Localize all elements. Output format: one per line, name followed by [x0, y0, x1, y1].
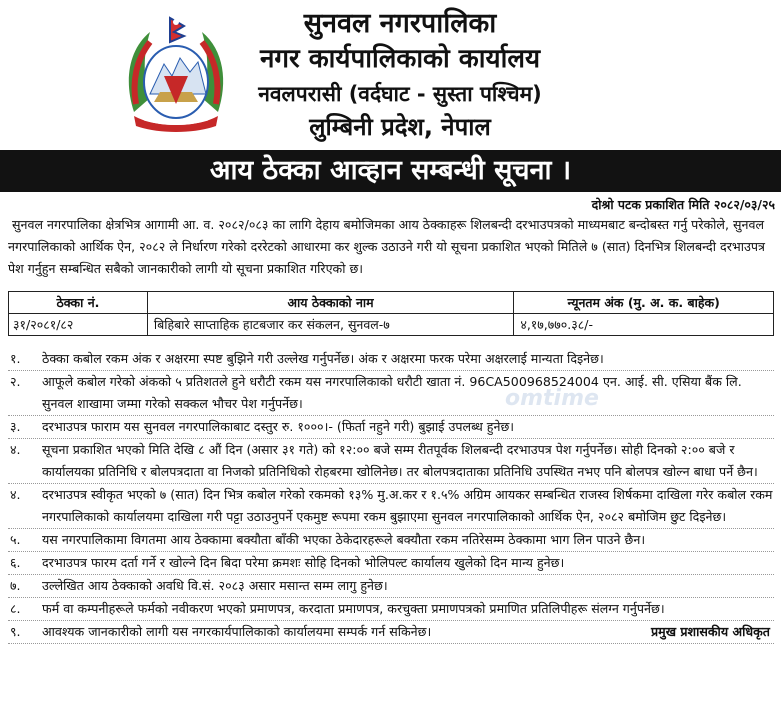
- watermark: omtime: [505, 386, 599, 411]
- signature-title: प्रमुख प्रशासकीय अधिकृत: [651, 624, 770, 639]
- municipality-name: सुनवल नगरपालिका: [303, 8, 497, 39]
- publish-date: दोश्रो पटक प्रकाशित मिति २०८२/०३/२५: [591, 197, 775, 212]
- item-text: फर्म वा कम्पनीहरूले फर्मको नवीकरण भएको प्रमाणपत्र, करदाता प्रमाणपत्र, करचुक्ता प्रमाणपत्रको प्रमाणित प्रतिलिपीहरू संलग्न गर्नुपर्नेछ।: [42, 601, 665, 616]
- item-number: ६.: [10, 555, 21, 570]
- letterhead: [0, 0, 781, 148]
- list-item: [8, 575, 774, 598]
- item-number: ४.: [10, 487, 21, 502]
- list-item: [8, 552, 774, 575]
- table-header-row: [9, 292, 774, 314]
- item-number: २.: [10, 374, 21, 389]
- list-item: [8, 529, 774, 552]
- list-item: [8, 348, 774, 371]
- item-number: ९.: [10, 624, 21, 639]
- table-row: [9, 314, 774, 336]
- item-number: ५.: [10, 532, 21, 547]
- letterhead-titles: [230, 6, 570, 139]
- tender-table: [8, 291, 774, 336]
- cell-tender-no: ३१/२०८१/८२: [9, 314, 148, 336]
- list-item: [8, 484, 774, 529]
- office-name: नगर कार्यपालिकाको कार्यालय: [259, 44, 541, 74]
- item-text: सूचना प्रकाशित भएको मिति देखि ८ औं दिन (असार ३१ गते) को १२:०० बजे सम्म रीतपूर्वक शिलबन्दी दरभाउपत्र पेश गर्नुपर्नेछ। सोही दिनको २:०० बजे र कार्यालयका प्रतिनिधि र बोलपत्रदाता वा निजको प्रतिनिधिको रोहबरमा खोलिनेछ। तर बोलपत्रदाताका प्रतिनिधि उपस्थित नभए पनि बोलपत्र खोल्न बाधा पर्ने छैन।: [42, 442, 758, 479]
- province-name: लुम्बिनी प्रदेश, नेपाल: [309, 113, 491, 141]
- item-text: दरभाउपत्र फारम दर्ता गर्ने र खोल्ने दिन बिदा परेमा क्रमशः सोहि दिनको भोलिपल्ट कार्यालय खुलेको दिन मान्य हुनेछ।: [42, 555, 565, 570]
- item-text: आफूले कबोल गरेको अंकको ५ प्रतिशतले हुने धरौटी रकम यस नगरपालिकाको धरौटी खाता नं. 96CA500968524004 एन. आई. सी. एसिया बैंक लि. सुनवल शाखामा जम्मा गरेको सक्कल भौचर पेश गर्नुपर्नेछ।: [42, 374, 742, 411]
- list-item: [8, 621, 774, 644]
- cell-minimum-amount: ४,१७,७७०.३८/-: [514, 314, 774, 336]
- list-item: [8, 439, 774, 484]
- item-number: ७.: [10, 578, 21, 593]
- notice-title: आय ठेक्का आव्हान सम्बन्धी सूचना ।: [0, 150, 781, 192]
- district-name: नवलपरासी (वर्दघाट - सुस्ता पश्चिम): [258, 82, 542, 106]
- item-text: यस नगरपालिकामा विगतमा आय ठेक्कामा बक्यौता बाँकी भएका ठेकेदारहरूले बक्यौता रकम नतिरेसम्म ठेक्कामा भाग लिन पाउने छैन।: [42, 532, 646, 547]
- cell-tender-name: बिहिबारे साप्ताहिक हाटबजार कर संकलन, सुनवल-७: [147, 314, 513, 336]
- item-text: आवश्यक जानकारीको लागी यस नगरकार्यपालिकाको कार्यालयमा सम्पर्क गर्न सकिनेछ।: [42, 624, 432, 639]
- item-number: ३.: [10, 419, 21, 434]
- item-number: ४.: [10, 442, 21, 457]
- header-minimum-amount: न्यूनतम अंक (मु. अ. क. बाहेक): [514, 292, 774, 314]
- list-item: [8, 598, 774, 621]
- list-item: [8, 371, 774, 416]
- item-text: दरभाउपत्र फाराम यस सुनवल नगरपालिकाबाट दस्तुर रु. १०००।- (फिर्ता नहुने गरी) बुझाई उपलब्ध हुनेछ।: [42, 419, 515, 434]
- item-text: उल्लेखित आय ठेक्काको अवधि वि.सं. २०८३ असार मसान्त सम्म लागु हुनेछ।: [42, 578, 388, 593]
- nepal-emblem-icon: [120, 12, 232, 134]
- item-text: ठेक्का कबोल रकम अंक र अक्षरमा स्पष्ट बुझिने गरी उल्लेख गर्नुपर्नेछ। अंक र अक्षरमा फरक परेमा अक्षरलाई मान्यता दिइनेछ।: [42, 351, 604, 366]
- item-number: १.: [10, 351, 21, 366]
- intro-paragraph: सुनवल नगरपालिका क्षेत्रभित्र आगामी आ. व. २०८२/०८३ का लागि देहाय बमोजिमका आय ठेक्काहरू शिलबन्दी दरभाउपत्रको माध्यमबाट बन्दोबस्त गर्नु परेकोले, सुनवल नगरपालिकाको आर्थिक ऐन, २०८२ ले निर्धारण गरेको दररेटको आधारमा कर शुल्क उठाउने गरी यो सूचना प्रकाशित भएको मितिले ७ (सात) दिनभित्र शिलबन्दी दरभाउपत्र पेश गर्नुहुन सम्बन्धित सबैको जानकारीको लागी यो सूचना प्रकाशित गरिएको छ।: [8, 217, 765, 276]
- list-item: [8, 416, 774, 439]
- item-text: दरभाउपत्र स्वीकृत भएको ७ (सात) दिन भित्र कबोल गरेको रकमको १३% मु.अ.कर र १.५% अग्रिम आयकर सम्बन्धित राजस्व शिर्षकमा दाखिला गरेर कबोल रकम नगरपालिकाको कार्यालयमा दाखिला गरी पट्टा उठाउनुपर्ने एकमुष्ट रूपमा रकम बुझाएमा सुनवल नगरपालिकाको आर्थिक ऐन, २०८२ बमोजिम छुट दिइनेछ।: [42, 487, 773, 524]
- header-tender-no: ठेक्का नं.: [9, 292, 148, 314]
- conditions-list: [8, 348, 774, 644]
- item-number: ८.: [10, 601, 21, 616]
- header-tender-name: आय ठेक्काको नाम: [147, 292, 513, 314]
